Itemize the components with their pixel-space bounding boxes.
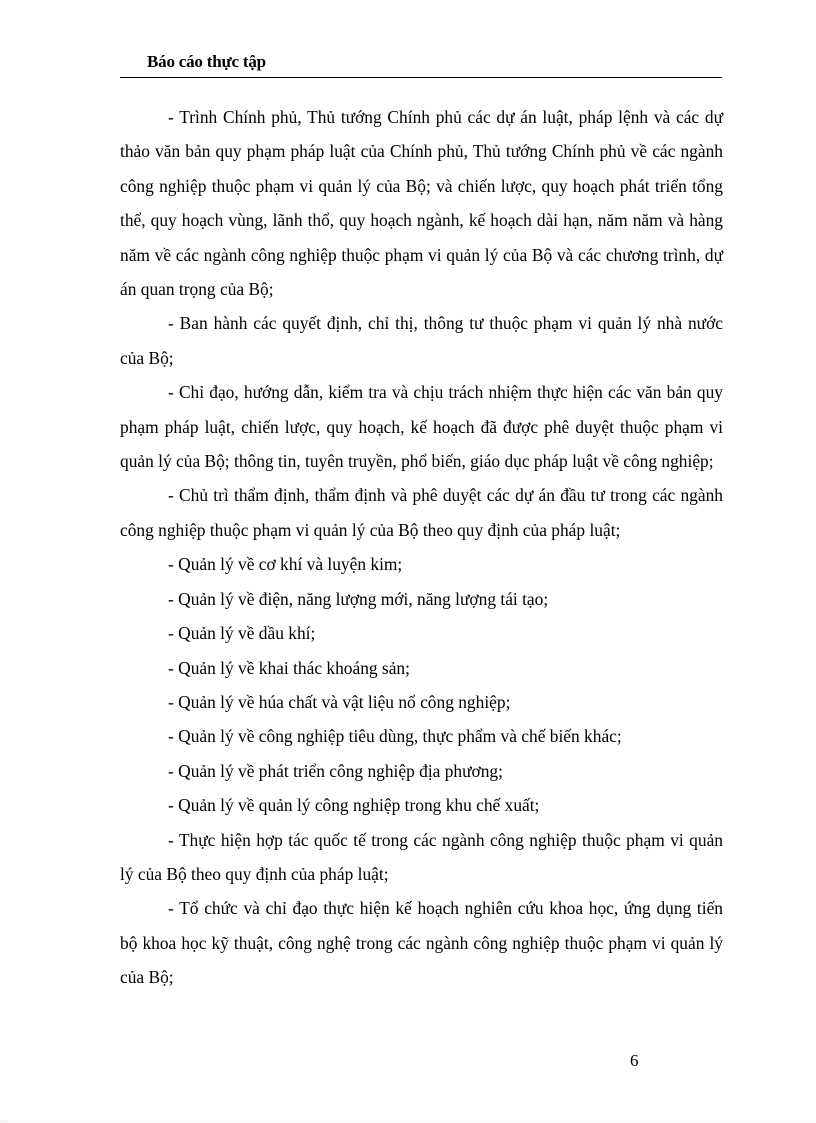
list-item-mechanical-metallurgy: - Quản lý về cơ khí và luyện kim; bbox=[168, 554, 403, 575]
paragraph-issue-decisions: - Ban hành các quyết định, chỉ thị, thông tư thuộc phạm vi quản lý nhà nước của Bộ; bbox=[120, 313, 723, 368]
list-item-mining: - Quản lý về khai thác khoáng sản; bbox=[168, 657, 410, 678]
paragraph-direct-guide: - Chỉ đạo, hướng dẫn, kiểm tra và chịu trách nhiệm thực hiện các văn bản quy phạm pháp luật, chiến lược, quy hoạch, kế hoạch đã được phê duyệt thuộc phạm vi quản lý của Bộ; thông tin, tuyên truyền, phổ biến, giáo dục pháp luật về công nghiệp; bbox=[120, 382, 723, 472]
paragraph-government-submission: - Trình Chính phủ, Thủ tướng Chính phủ các dự án luật, pháp lệnh và các dự thảo văn bản quy phạm pháp luật của Chính phủ, Thủ tướng Chính phủ về các ngành công nghiệp thuộc phạm vi quản lý của Bộ; và chiến lược, quy hoạch phát triển tổng thể, quy hoạch vùng, lãnh thổ, quy hoạch ngành, kế hoạch dài hạn, năm năm và hàng năm về các ngành công nghiệp thuộc phạm vi quản lý của Bộ và các chương trình, dự án quan trọng của Bộ; bbox=[120, 107, 723, 300]
page-bottom-border bbox=[0, 1121, 816, 1122]
header-divider bbox=[120, 77, 722, 78]
list-item-export-zones: - Quản lý về quản lý công nghiệp trong khu chế xuất; bbox=[168, 795, 540, 816]
list-item-electricity-energy: - Quản lý về điện, năng lượng mới, năng lượng tái tạo; bbox=[168, 588, 549, 609]
list-item-consumer-industry: - Quản lý về công nghiệp tiêu dùng, thực phẩm và chế biến khác; bbox=[168, 726, 622, 747]
page-header-title: Báo cáo thực tập bbox=[147, 52, 266, 71]
paragraph-appraisal: - Chủ trì thẩm định, thẩm định và phê duyệt các dự án đầu tư trong các ngành công nghiệp thuộc phạm vi quản lý của Bộ theo quy định của pháp luật; bbox=[120, 485, 723, 540]
list-item-oil-gas: - Quản lý về dầu khí; bbox=[168, 623, 316, 644]
page-number: 6 bbox=[630, 1051, 639, 1070]
document-body bbox=[120, 100, 723, 995]
list-item-local-industry: - Quản lý về phát triển công nghiệp địa phương; bbox=[168, 760, 503, 781]
paragraph-international-cooperation: - Thực hiện hợp tác quốc tế trong các ngành công nghiệp thuộc phạm vi quản lý của Bộ theo quy định của pháp luật; bbox=[120, 829, 723, 884]
paragraph-science-research: - Tổ chức và chỉ đạo thực hiện kế hoạch nghiên cứu khoa học, ứng dụng tiến bộ khoa học kỹ thuật, công nghệ trong các ngành công nghiệp thuộc phạm vi quản lý của Bộ; bbox=[120, 898, 723, 988]
list-item-chemicals-explosives: - Quản lý về húa chất và vật liệu nổ công nghiệp; bbox=[168, 691, 511, 712]
